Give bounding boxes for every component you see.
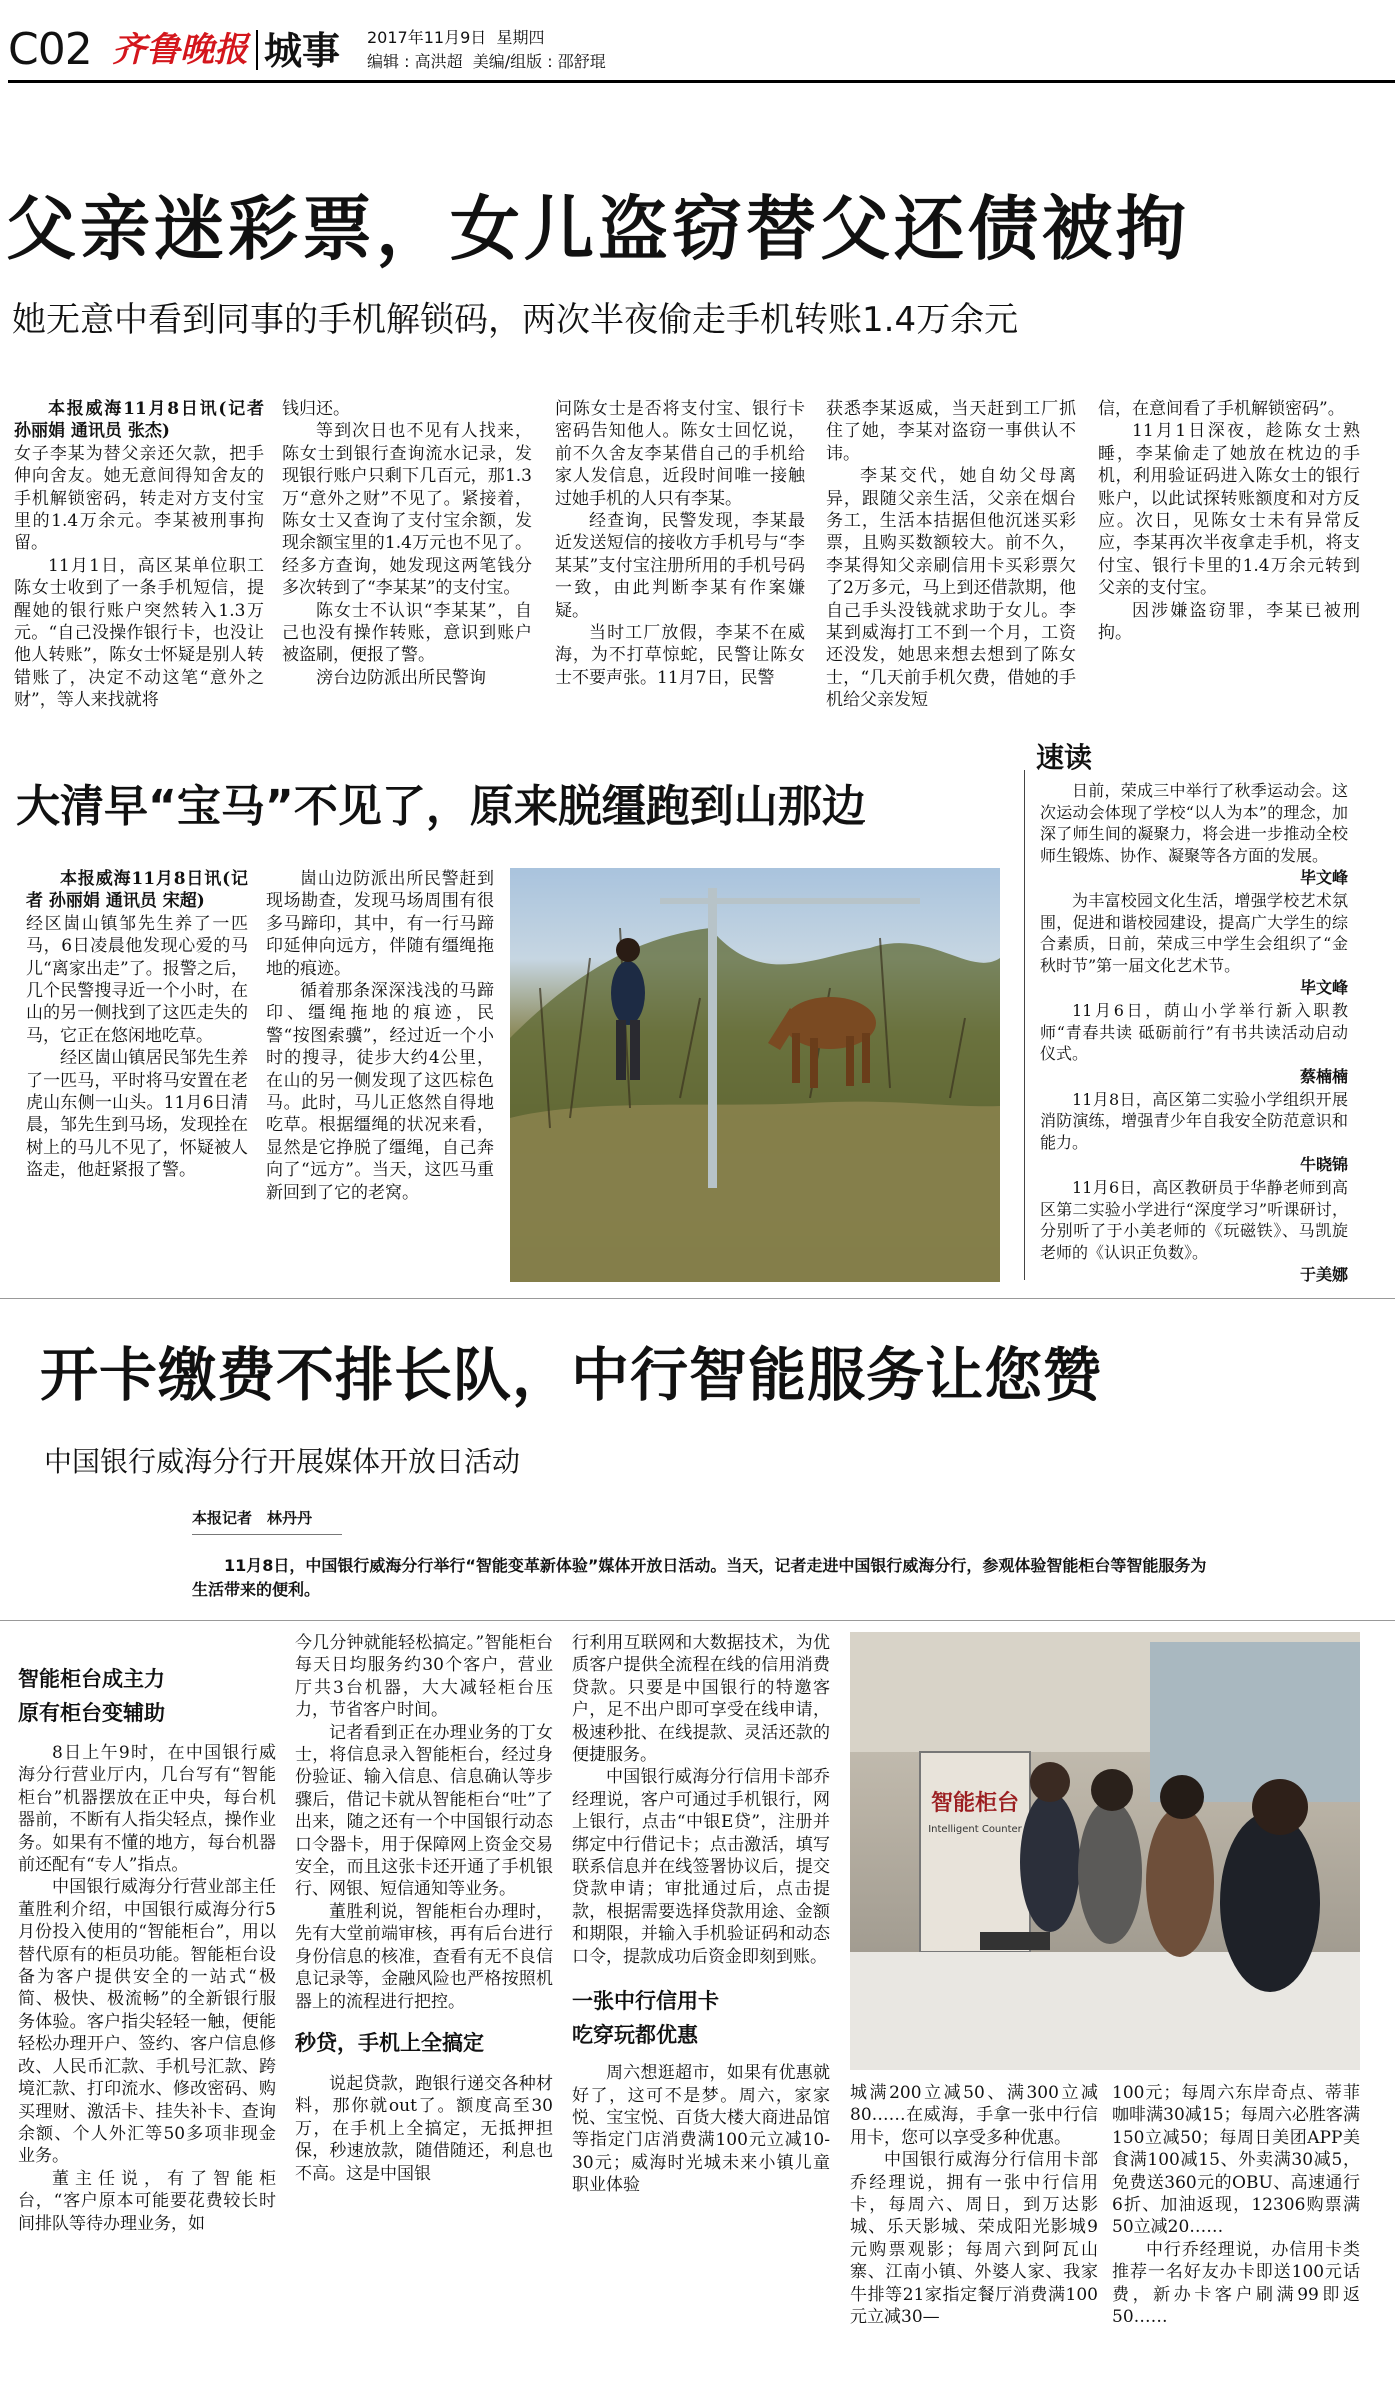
story2-col2 — [266, 868, 494, 1278]
story2-col2-para2: 循着那条深深浅浅的马蹄印、缰绳拖地的痕迹，民警“按图索骥”，经过近一个小时的搜寻，徒步大约4公里，在山的另一侧发现了这匹棕色马。此时，马儿正悠然自得地吃草。根据缰绳的状况来看，显然是它挣脱了缰绳，自己奔向了“远方”。当天，这匹马重新回到了它的老窝。 — [266, 981, 494, 1203]
quick-read-item-4: 11月8日，高区第二实验小学组织开展消防演练，增强青少年自我安全防范意识和能力。 — [1040, 1089, 1348, 1152]
story1-col4 — [826, 398, 1076, 746]
story3-col4-para1: 城满200立减50、满300立减80……在威海，手拿一张中行信用卡，您可以享受多种优惠。 — [850, 2083, 1098, 2148]
quick-read-list — [1040, 780, 1348, 1287]
story1-subhead: 她无意中看到同事的手机解锁码，两次半夜偷走手机转账1.4万余元 — [12, 300, 1019, 340]
story3-subhead-1a: 智能柜台成主力 — [18, 1667, 165, 1691]
quick-read-item-5: 11月6日，高区教研员于华静老师到高区第二实验小学进行“深度学习”听课研讨，分别听了于小美老师的《玩磁铁》、马凯旋老师的《认识正负数》。 — [1040, 1178, 1348, 1262]
story3-reporter: 本报记者 林丹丹 — [192, 1509, 313, 1527]
story2-col1-para2: 经区崮山镇居民邹先生养了一匹马，平时将马安置在老虎山东侧一山头。11月6日清晨，邹先生到马场，发现拴在树上的马儿不见了，怀疑被人盗走，他赶紧报了警。 — [26, 1048, 248, 1181]
story1-col5-para3: 因涉嫌盗窃罪，李某已被刑拘。 — [1098, 600, 1360, 644]
photo-counter-sign-en: Intelligent Counter — [928, 1824, 1022, 1835]
story2-col2-para1: 崮山边防派出所民警赶到现场勘查，发现马场周围有很多马蹄印，其中，有一行马蹄印延伸向远方，伴随有缰绳拖地的痕迹。 — [266, 869, 494, 979]
story3-col1-para1: 8日上午9时，在中国银行威海分行营业厅内，几台写有“智能柜台”机器摆放在正中央，每台机器前，不断有人指尖轻点，操作业务。如果有不懂的地方，每台机器前还配有“专人”指点。 — [18, 1743, 276, 1876]
story3-subhead-3a: 一张中行信用卡 — [572, 1989, 719, 2014]
editor-credit — [367, 52, 606, 72]
masthead-divider — [256, 30, 258, 70]
editor-text: 编辑 : 高洪超 — [367, 52, 463, 71]
section-name: 城事 — [264, 29, 341, 73]
story3-col2 — [295, 1632, 553, 2392]
story3-col1-para2: 中国银行威海分行营业部主任董胜利介绍，中国银行威海分行5月份投入使用的“智能柜台”，用以替代原有的柜员功能。智能柜台设备为客户提供安全的一站式“极简、极快、极流畅”的全新银行服务体验。客户指尖轻轻一触，便能轻松办理开户、签约、客户信息修改、人民币汇款、手机号汇款、跨境汇款、打印流水、修改密码、购买理财、激活卡、挂失补卡、查询余额、个人外汇等50多项非现金业务。 — [18, 1877, 276, 2167]
quick-read-item-3: 11月6日，荫山小学举行新入职教师“青春共读 砥砺前行”有书共读活动启动仪式。 — [1040, 1001, 1348, 1063]
horse-photo-scene — [510, 868, 1000, 1282]
weekday-text: 星期四 — [496, 28, 545, 47]
story2-byline: 本报威海11月8日讯(记者 孙丽娟 通讯员 宋超) — [26, 869, 248, 912]
story1-col2-para3: 陈女士不认识“李某某”，自己也没有操作转账，意识到账户被盗刷，便报了警。 — [282, 600, 532, 666]
story3-col4 — [850, 2082, 1098, 2392]
story3-col3 — [572, 1632, 830, 2392]
story3-subhead: 中国银行威海分行开展媒体开放日活动 — [44, 1445, 521, 1478]
story1-col4-para1: 获悉李某返威，当天赶到工厂抓住了她，李某对盗窃一事供认不讳。 — [826, 399, 1076, 464]
designer-text: 美编/组版 : 邵舒琨 — [472, 52, 606, 71]
page-code: C02 — [8, 24, 92, 75]
issue-date — [367, 28, 544, 48]
story1-col3-para1: 问陈女士是否将支付宝、银行卡密码告知他人。陈女士回忆说，前不久舍友李某借自己的手机给家人发信息，近段时间唯一接触过她手机的人只有李某。 — [555, 399, 805, 509]
story1-byline: 本报威海11月8日讯(记者 孙丽娟 通讯员 张杰) — [14, 399, 264, 442]
story1-col5-para2: 11月1日深夜，趁陈女士熟睡，李某偷走了她放在枕边的手机，利用验证码进入陈女士的银行账户，以此试探转账额度和对方反应。次日，见陈女士未有异常反应，李某再次半夜拿走手机，将支付宝、银行卡里的1.4万余元转到父亲的支付宝。 — [1098, 421, 1360, 599]
story3-lead: 11月8日，中国银行威海分行举行“智能变革新体验”媒体开放日活动。当天，记者走进中国银行威海分行，参观体验智能柜台等智能服务为生活带来的便利。 — [192, 1556, 1207, 1599]
story1-col2 — [282, 398, 532, 746]
story1-col3-para2: 经查询，民警发现，李某最近发送短信的接收方手机号与“李某某”支付宝注册所用的手机号码一致，由此判断李某有作案嫌疑。 — [555, 511, 805, 621]
quick-read-author-2: 毕文峰 — [1299, 978, 1348, 997]
story1-headline: 父亲迷彩票，女儿盗窃替父还债被拘 — [6, 188, 1190, 270]
sidebar-divider — [1024, 770, 1025, 1280]
story3-col5 — [1112, 2082, 1360, 2392]
story1-col3-para3: 当时工厂放假，李某不在威海，为不打草惊蛇，民警让陈女士不要声张。11月7日，民警 — [555, 623, 805, 688]
story3-col4-para2: 中国银行威海分行信用卡部乔经理说，拥有一张中行信用卡，每周六、周日，到万达影城、乐天影城、荣成阳光影城9元购票观影；每周六到阿瓦山寨、江南小镇、外婆人家、我家牛排等21家指定餐厅消费满100元立减30— — [850, 2150, 1098, 2328]
story3-top-rule — [0, 1298, 1395, 1299]
story3-col3-para1: 行利用互联网和大数据技术，为优质客户提供全流程在线的信用消费贷款。只要是中国银行的特邀客户，足不出户即可享受在线申请，极速秒批、在线提款、灵活还款的便捷服务。 — [572, 1633, 830, 1766]
story1-col2-para1: 钱归还。 — [282, 399, 350, 419]
story3-col2-para3: 董胜利说，智能柜台办理时，先有大堂前端审核，再有后台进行身份信息的核准，查看有无不良信息记录等，金融风险也严格按照机器上的流程进行把控。 — [295, 1901, 553, 2012]
reporter-underline — [192, 1534, 342, 1535]
quick-read-item-1: 日前，荣成三中举行了秋季运动会。这次运动会体现了学校“以人为本”的理念，加深了师生间的凝聚力，将会进一步推动全校师生锻炼、协作、凝聚等各方面的发展。 — [1040, 781, 1348, 865]
story3-col2-para2: 记者看到正在办理业务的丁女士，将信息录入智能柜台，经过身份验证、输入信息、信息确认等步骤后，借记卡就从智能柜台“吐”了出来，随之还有一个中国银行动态口令器卡，用于保障网上资金交易安全，而且这张卡还开通了手机银行、网银、短信通知等业务。 — [295, 1722, 553, 1900]
quick-read-author-5: 于美娜 — [1299, 1265, 1348, 1284]
masthead-rule — [8, 80, 1395, 83]
photo-counter-sign: 智能柜台 — [930, 1791, 1020, 1816]
quick-read-author-1: 毕文峰 — [1299, 868, 1348, 887]
date-text: 2017年11月9日 — [367, 28, 487, 47]
bank-counter-photo — [850, 1632, 1360, 2070]
story3-subhead-2: 秒贷，手机上全搞定 — [295, 2030, 484, 2055]
quick-read-title: 速读 — [1036, 741, 1093, 774]
story3-col1 — [18, 1662, 276, 2392]
lead-rule — [0, 1620, 1395, 1621]
story3-subhead-3b: 吃穿玩都优惠 — [572, 2023, 698, 2048]
story3-col3-para3: 周六想逛超市，如果有优惠就好了，这可不是梦。周六，家家悦、宝宝悦、百货大楼大商进品馆等指定门店消费满100元立减10-30元；威海时光城未来小镇儿童职业体验 — [572, 2063, 830, 2196]
story2-col1-para1: 经区崮山镇邹先生养了一匹马，6日凌晨他发现心爱的马儿“离家出走”了。报警之后，几个民警搜寻近一个小时，在山的另一侧找到了这匹走失的马，它正在悠闲地吃草。 — [26, 913, 248, 1046]
story1-col1-para1: 女子李某为替父亲还欠款，把手伸向舍友。她无意间得知舍友的手机解锁密码，转走对方支付宝里的1.4万余元。李某被刑事拘留。 — [14, 443, 264, 554]
quick-read-item-2: 为丰富校园文化生活，增强学校艺术氛围，促进和谐校园建设，提高广大学生的综合素质，日前，荣成三中学生会组织了“金秋时节”第一届文化艺术节。 — [1040, 891, 1348, 975]
story3-col2-para1: 今几分钟就能轻松搞定。”智能柜台每天日均服务约30个客户，营业厅共3台机器，大大减轻柜台压力，节省客户时间。 — [295, 1633, 553, 1721]
horse-photo — [510, 868, 1000, 1282]
story1-col2-para4: 滂台边防派出所民警询 — [316, 667, 486, 688]
quick-read-author-4: 牛晓锦 — [1299, 1155, 1348, 1174]
story3-headline: 开卡缴费不排长队，中行智能服务让您赞 — [40, 1341, 1103, 1409]
story2-col1 — [26, 868, 248, 1278]
story1-col5-para1: 信，在意间看了手机解锁密码”。 — [1098, 399, 1345, 419]
story1-col5 — [1098, 398, 1360, 718]
story2-headline: 大清早“宝马”不见了，原来脱缰跑到山那边 — [16, 781, 866, 832]
story3-col1-para3: 董主任说，有了智能柜台，“客户原本可能要花费较长时间排队等待办理业务，如 — [18, 2168, 276, 2234]
story3-col3-para2: 中国银行威海分行信用卡部乔经理说，客户可通过手机银行，网上银行，点击“中银E贷”，注册并绑定中行借记卡；点击激活，填写联系信息并在线签署协议后，提交贷款申请；审批通过后，点击提款，根据需要选择贷款用途、金额和期限，并输入手机验证码和动态口令，提款成功后资金即刻到账。 — [572, 1767, 830, 1967]
quick-read-author-3: 蔡楠楠 — [1299, 1066, 1348, 1086]
story3-col2-para4: 说起贷款，跑银行递交各种材料，那你就out了。额度高至30万，在手机上全搞定，无抵押担保，秒速放款，随借随还，利息也不高。这是中国银 — [295, 2073, 553, 2184]
story1-col4-para2: 李某交代，她自幼父母离异，跟随父亲生活，父亲在烟台务工，生活本拮据但他沉迷买彩票，且购买数额较大。前不久，李某得知父亲刷信用卡买彩票欠了2万多元，马上到还借款期，他自己手头没钱就求助于女儿。李某到威海打工不到一个月，工资还没发，她思来想去想到了陈女士，“几天前手机欠费，借她的手机给父亲发短 — [826, 466, 1076, 711]
story3-subhead-1b: 原有柜台变辅助 — [18, 1701, 165, 1725]
story1-col1-para2: 11月1日，高区某单位职工陈女士收到了一条手机短信，提醒她的银行账户突然转入1.3万元。“自己没操作银行卡，也没让他人转账”，陈女士怀疑是别人转错账了，决定不动这笔“意外之财”，等人来找就将 — [14, 555, 264, 711]
story1-col1 — [14, 398, 264, 746]
story1-col3 — [555, 398, 805, 746]
paper-logo: 齐鲁晚报 — [112, 30, 248, 70]
bank-photo-scene — [850, 1632, 1360, 2070]
story3-col5-para2: 中行乔经理说，办信用卡类推荐一名好友办卡即送100元话费，新办卡客户刷满99即返50…… — [1112, 2239, 1360, 2328]
story1-col2-para2: 等到次日也不见有人找来，陈女士到银行查询流水记录，发现银行账户只剩下几百元，那1.3万“意外之财”不见了。紧接着，陈女士又查询了支付宝余额，发现余额宝里的1.4万元也不见了。经多方查询，她发现这两笔钱分多次转到了“李某某”的支付宝。 — [282, 421, 532, 599]
story3-col5-para1: 100元；每周六东岸奇点、蒂菲咖啡满30减15；每周六必胜客满150立减50；每周日美团APP美食满100减15、外卖满30减5，免费送360元的OBU、高速通行6折、加油返现，12306购票满50立减20…… — [1112, 2083, 1360, 2238]
